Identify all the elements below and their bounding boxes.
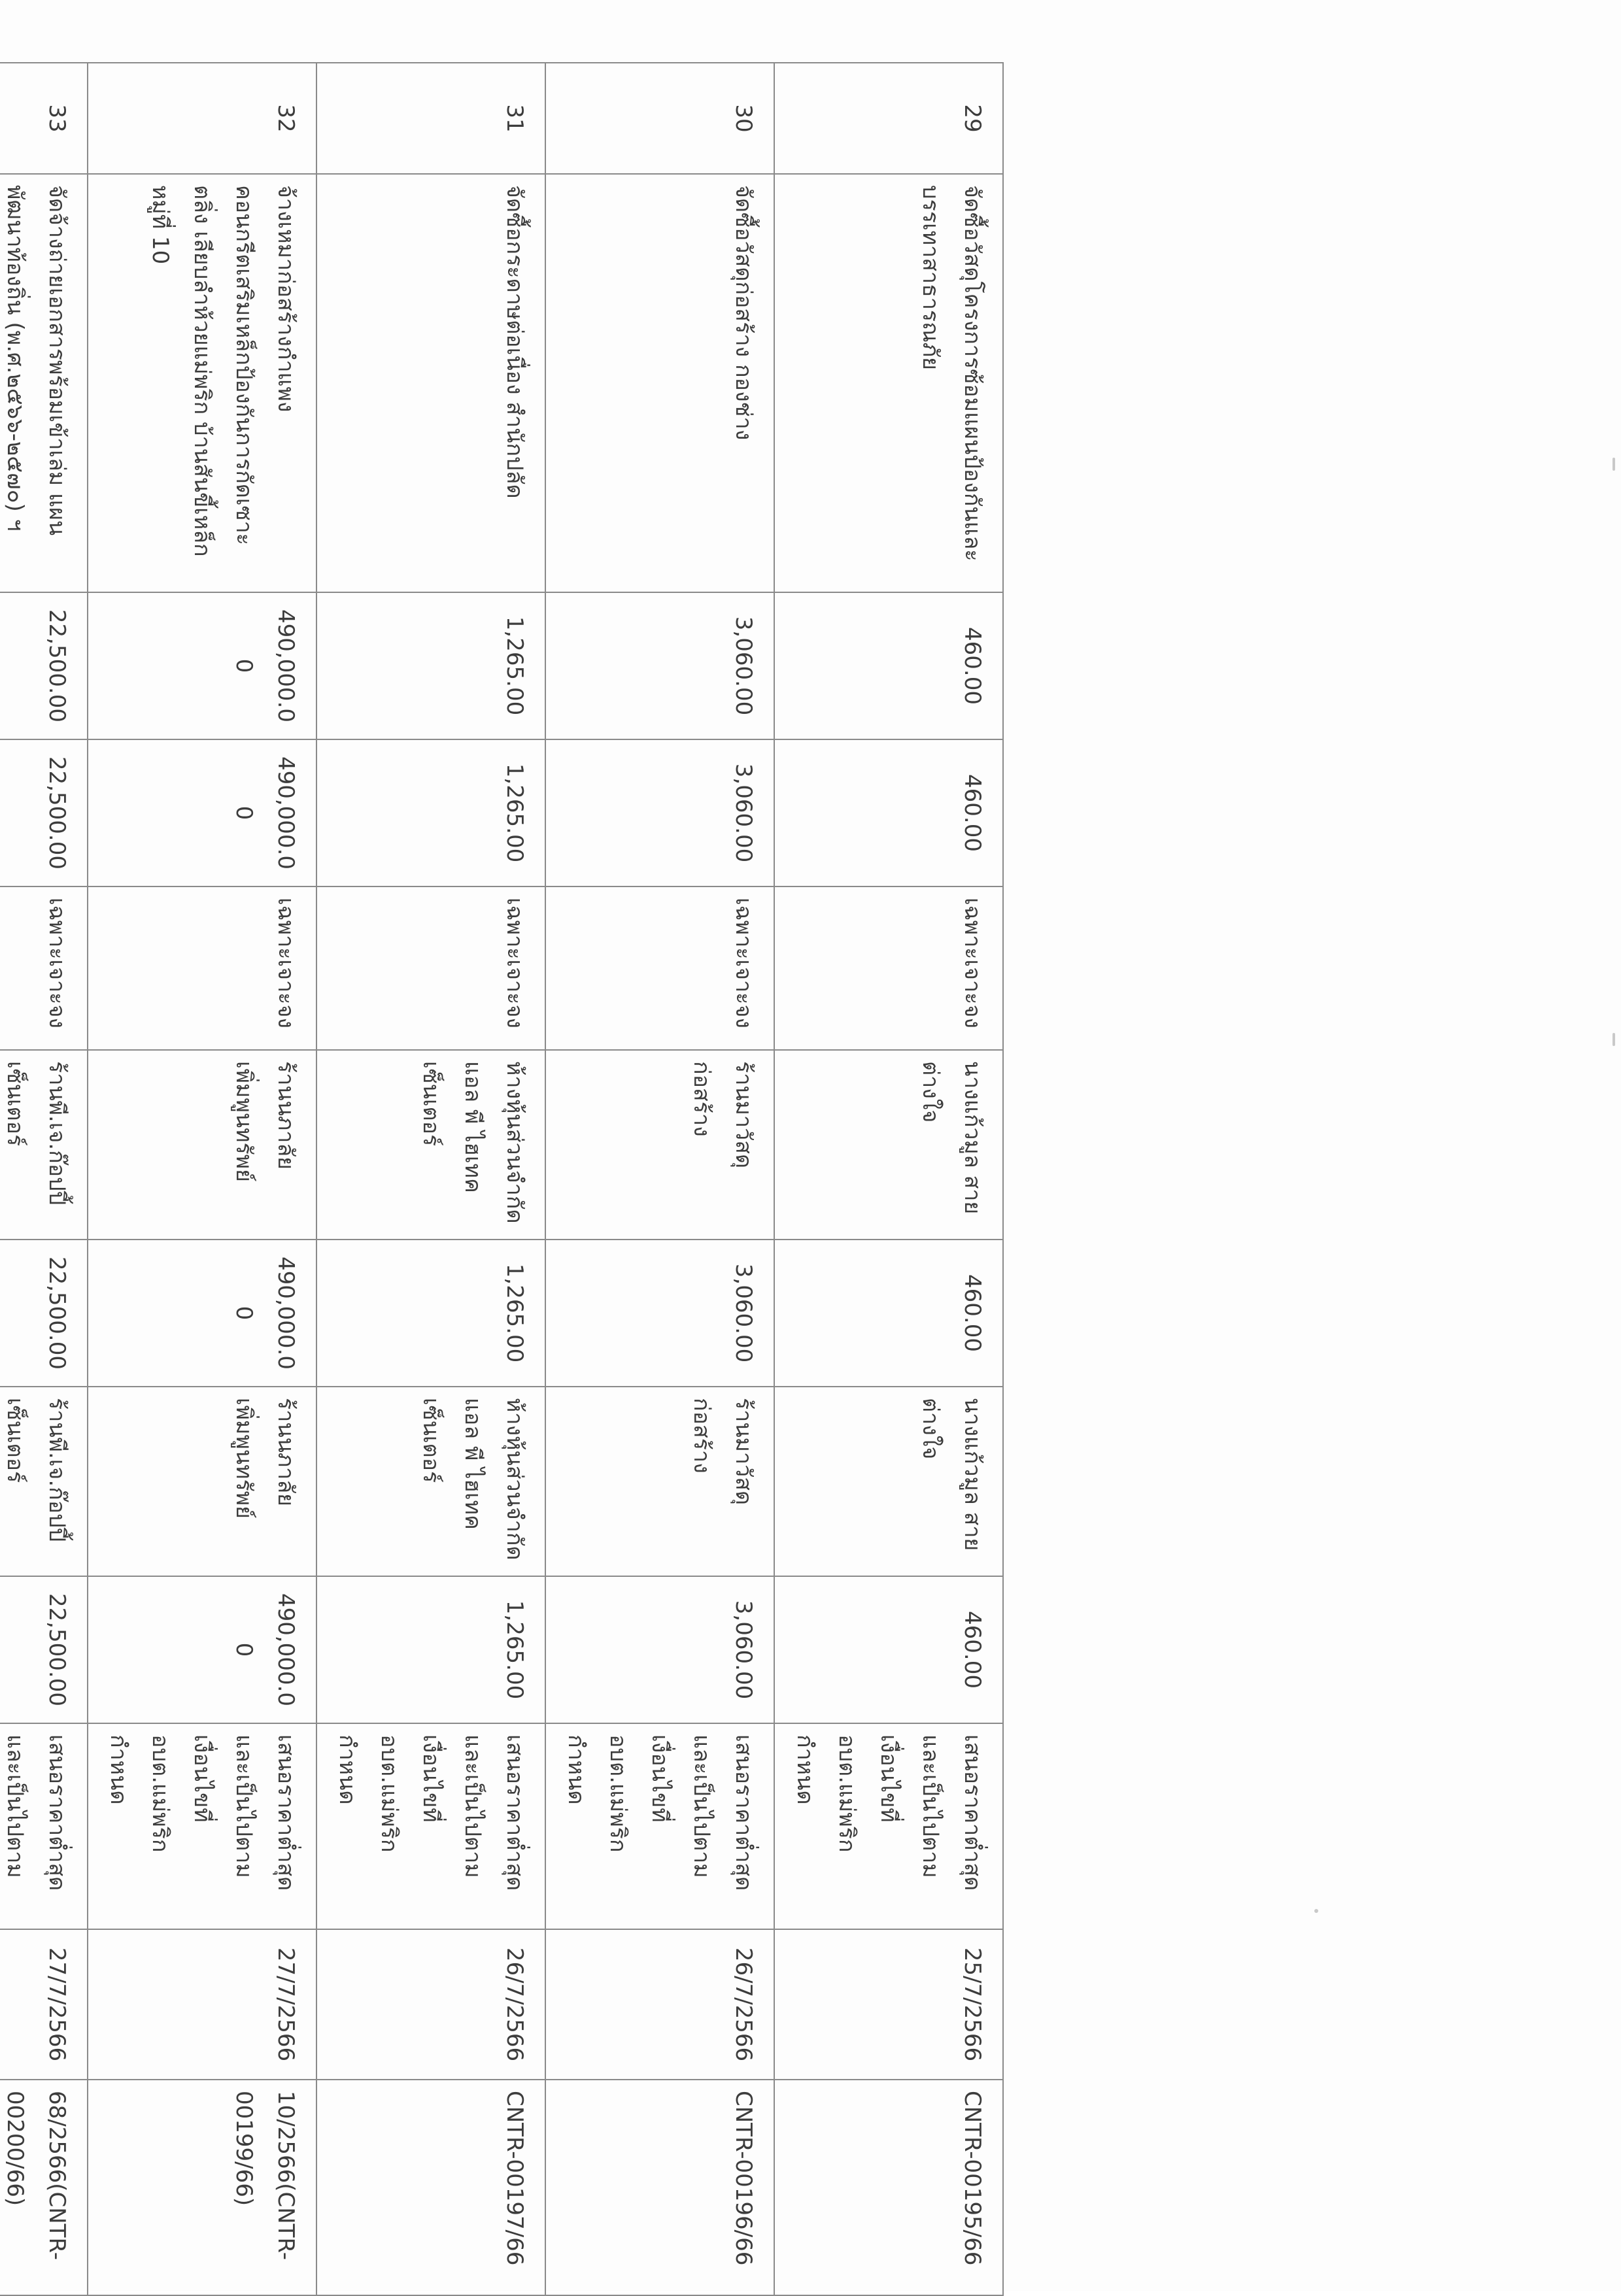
table-row [774, 63, 1003, 2295]
median-price-cell: 3,060.00 [545, 739, 774, 886]
contract-number-cell: 10/2566(CNTR-00199/66) [88, 2080, 316, 2295]
selected-vendor-cell: ร้านนภาลัยเพิ่มพูนทรัพย์ [88, 1387, 316, 1576]
rotated-table-wrapper [2, 62, 1004, 2295]
bid-price-cell: 22,500.00 [0, 1240, 88, 1387]
contract-number-cell: CNTR-00196/66 [545, 2080, 774, 2295]
agreed-price-cell: 3,060.00 [545, 1576, 774, 1723]
median-price-cell: 1,265.00 [316, 739, 545, 886]
work-description-cell: จัดจ้างถ่ายเอกสารพร้อมเข้าเล่ม แผนพัฒนาท้องถิ่น (พ.ศ.๒๕๖๖-๒๕๗๐) ฯ [0, 174, 88, 592]
row-number-cell: 31 [316, 63, 545, 174]
work-description-cell: จัดซื้อกระดาษต่อเนื่อง สำนักปลัด [316, 174, 545, 592]
procurement-method-cell: เฉพาะเจาะจง [774, 886, 1003, 1050]
row-number-cell: 32 [88, 63, 316, 174]
scan-speck [1314, 1909, 1318, 1913]
procurement-method-cell: เฉพาะเจาะจง [545, 886, 774, 1050]
selection-reason-cell: เสนอราคาต่ำสุดและเป็นไปตามเงื่อนไขที่ อบต.แม่พริกกำหนด [316, 1723, 545, 1929]
table-row [316, 63, 545, 2295]
row-number-cell: 30 [545, 63, 774, 174]
row-number-cell: 33 [0, 63, 88, 174]
contract-date-cell: 25/7/2566 [774, 1929, 1003, 2080]
procurement-method-cell: เฉพาะเจาะจง [88, 886, 316, 1050]
selection-reason-cell: เสนอราคาต่ำสุดและเป็นไปตามเงื่อนไขที่ อบต.แม่พริกกำหนด [88, 1723, 316, 1929]
selection-reason-cell: เสนอราคาต่ำสุดและเป็นไปตามเงื่อนไขที่ อบต.แม่พริกกำหนด [774, 1723, 1003, 1929]
bid-price-cell: 490,000.00 [88, 1240, 316, 1387]
selection-reason-cell: เสนอราคาต่ำสุดและเป็นไปตามเงื่อนไขที่ อบต.แม่พริกกำหนด [545, 1723, 774, 1929]
procurement-method-cell: เฉพาะเจาะจง [0, 886, 88, 1050]
contract-number-cell: CNTR-00195/66 [774, 2080, 1003, 2295]
work-description-cell: จัดซื้อวัสดุก่อสร้าง กองช่าง [545, 174, 774, 592]
median-price-cell: 22,500.00 [0, 739, 88, 886]
bidder-cell: นางแก้วมูล สายต่างใจ [774, 1050, 1003, 1240]
contract-date-cell: 26/7/2566 [545, 1929, 774, 2080]
selected-vendor-cell: ร้านมาวัสดุก่อสร้าง [545, 1387, 774, 1576]
scan-speck [1612, 458, 1615, 471]
budget-cell: 1,265.00 [316, 592, 545, 739]
median-price-cell: 460.00 [774, 739, 1003, 886]
contract-number-cell: CNTR-00197/66 [316, 2080, 545, 2295]
row-number-cell: 29 [774, 63, 1003, 174]
table-row [88, 63, 316, 2295]
contract-date-cell: 27/7/2566 [88, 1929, 316, 2080]
budget-cell: 3,060.00 [545, 592, 774, 739]
bidder-cell: ร้านนภาลัยเพิ่มพูนทรัพย์ [88, 1050, 316, 1240]
work-description-cell: จัดซื้อวัสดุโครงการซ้อมแผนป้องกันและบรรเทาสาธารณภัย [774, 174, 1003, 592]
contract-date-cell: 27/7/2566 [0, 1929, 88, 2080]
table-row [545, 63, 774, 2295]
procurement-method-cell: เฉพาะเจาะจง [316, 886, 545, 1050]
bid-price-cell: 1,265.00 [316, 1240, 545, 1387]
selected-vendor-cell: นางแก้วมูล สายต่างใจ [774, 1387, 1003, 1576]
contract-date-cell: 26/7/2566 [316, 1929, 545, 2080]
contract-number-cell: 68/2566(CNTR-00200/66) [0, 2080, 88, 2295]
agreed-price-cell: 22,500.00 [0, 1576, 88, 1723]
agreed-price-cell: 1,265.00 [316, 1576, 545, 1723]
bidder-cell: ร้านมาวัสดุก่อสร้าง [545, 1050, 774, 1240]
agreed-price-cell: 460.00 [774, 1576, 1003, 1723]
median-price-cell: 490,000.00 [88, 739, 316, 886]
scan-speck [1612, 1033, 1615, 1046]
bidder-cell: ห้างหุ้นส่วนจำกัด แอล พี ไฮเทค เซ็นเตอร์ [316, 1050, 545, 1240]
table-row [0, 63, 88, 2295]
selected-vendor-cell: ร้านพี.เจ.ก๊อปปี้เซ็นเตอร์ [0, 1387, 88, 1576]
bid-price-cell: 460.00 [774, 1240, 1003, 1387]
work-description-cell: จ้างเหมาก่อสร้างกำแพงคอนกรีตเสริมเหล็กป้องกันการกัดเซาะตลิ่ง เลียบลำห้วยแม่พริก บ้านสันขี้เหล็ก หมู่ที่ 10 [88, 174, 316, 592]
bidder-cell: ร้านพี.เจ.ก๊อปปี้เซ็นเตอร์ [0, 1050, 88, 1240]
budget-cell: 490,000.00 [88, 592, 316, 739]
bid-price-cell: 3,060.00 [545, 1240, 774, 1387]
procurement-table [0, 62, 1004, 2296]
agreed-price-cell: 490,000.00 [88, 1576, 316, 1723]
selected-vendor-cell: ห้างหุ้นส่วนจำกัด แอล พี ไฮเทค เซ็นเตอร์ [316, 1387, 545, 1576]
budget-cell: 460.00 [774, 592, 1003, 739]
selection-reason-cell: เสนอราคาต่ำสุดและเป็นไปตาม [0, 1723, 88, 1929]
budget-cell: 22,500.00 [0, 592, 88, 739]
